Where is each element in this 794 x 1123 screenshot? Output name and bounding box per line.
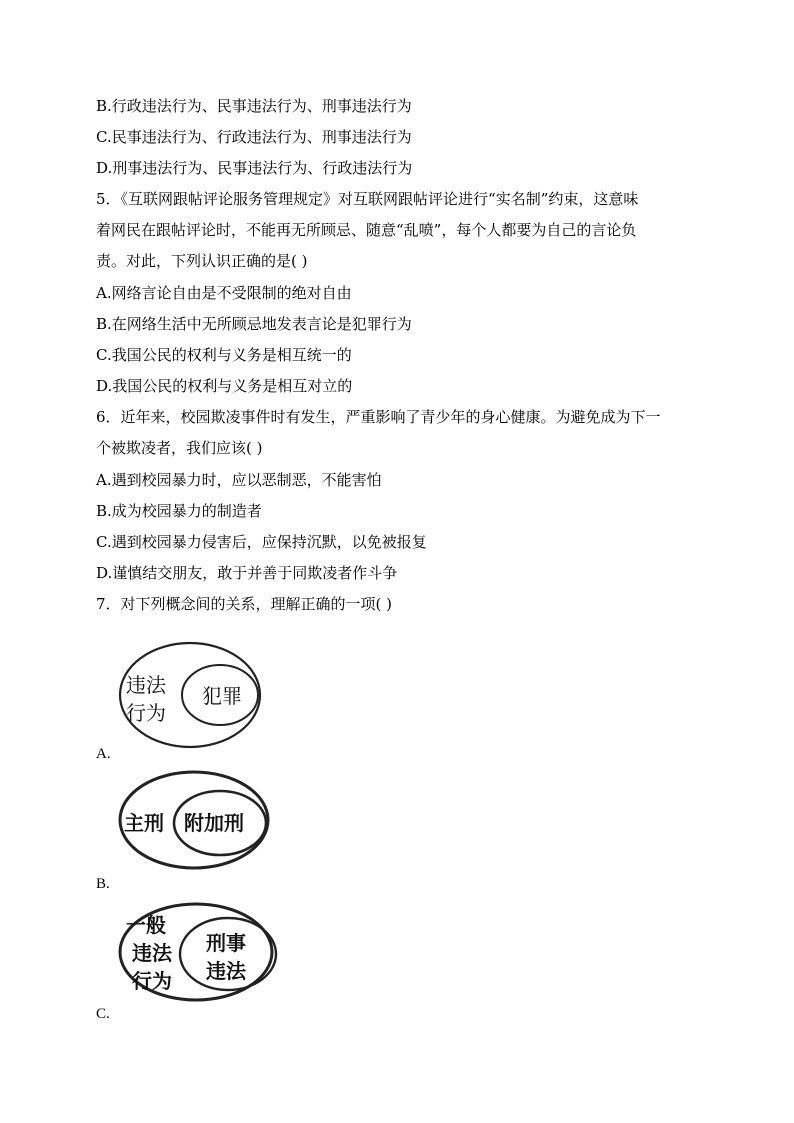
outer-label: 主刑 — [124, 811, 164, 835]
outer-label-line2: 违法 — [132, 941, 172, 965]
q4-option-d: D.刑事违法行为、民事违法行为、行政违法行为 — [96, 159, 413, 177]
inner-label: 附加刑 — [184, 811, 244, 835]
diagram-a — [112, 640, 282, 750]
outer-label-line1: 违法 — [126, 673, 166, 697]
q5-stem-line3: 责。对此，下列认识正确的是( ) — [96, 252, 308, 270]
outer-label-line1: 一般 — [126, 913, 166, 937]
q6-option-a: A.遇到校园暴力时，应以恶制恶，不能害怕 — [96, 471, 382, 489]
q5-option-b: B.在网络生活中无所顾忌地发表言论是犯罪行为 — [96, 315, 412, 333]
inner-label-line2: 违法 — [206, 959, 246, 983]
inner-label: 犯罪 — [202, 684, 242, 708]
q5-stem-line2: 着网民在跟帖评论时，不能再无所顾忌、随意“乱喷”，每个人都要为自己的言论负 — [96, 221, 637, 239]
q6-option-b: B.成为校园暴力的制造者 — [96, 502, 262, 520]
q5-option-c: C.我国公民的权利与义务是相互统一的 — [96, 346, 352, 364]
diagram-c — [112, 900, 284, 1004]
q6-stem-line2: 个被欺凌者，我们应该( ) — [96, 439, 263, 457]
diagram-b-label: B. — [96, 876, 110, 892]
q7-stem: 7．对下列概念间的关系，理解正确的一项( ) — [96, 595, 393, 613]
diagram-a-label: A. — [96, 746, 111, 762]
outer-label-line3: 行为 — [132, 969, 172, 993]
q6-option-c: C.遇到校园暴力侵害后，应保持沉默，以免被报复 — [96, 533, 427, 551]
inner-label-line1: 刑事 — [206, 931, 246, 955]
q4-option-b: B.行政违法行为、民事违法行为、刑事违法行为 — [96, 97, 412, 115]
q6-option-d: D.谨慎结交朋友，敢于并善于同欺凌者作斗争 — [96, 564, 398, 582]
diagram-b — [112, 768, 282, 872]
q5-option-d: D.我国公民的权利与义务是相互对立的 — [96, 377, 353, 395]
q5-stem-line1: 5．《互联网跟帖评论服务管理规定》对互联网跟帖评论进行“实名制”约束，这意味 — [96, 190, 639, 208]
outer-label-line2: 行为 — [126, 701, 166, 725]
diagram-c-label: C. — [96, 1006, 110, 1022]
q4-option-c: C.民事违法行为、行政违法行为、刑事违法行为 — [96, 128, 412, 146]
q5-option-a: A.网络言论自由是不受限制的绝对自由 — [96, 284, 352, 302]
q6-stem-line1: 6．近年来，校园欺凌事件时有发生，严重影响了青少年的身心健康。为避免成为下一 — [96, 408, 661, 426]
